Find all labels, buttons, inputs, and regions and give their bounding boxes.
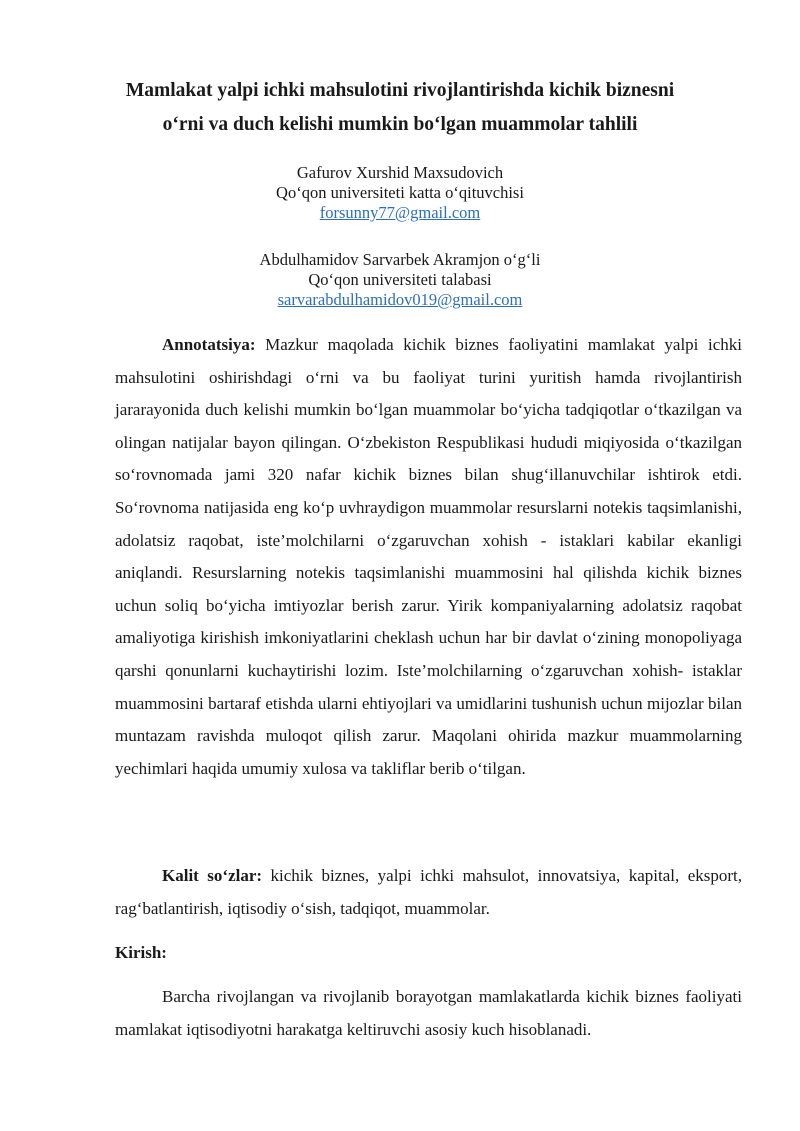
paper-title [100,74,700,142]
author-name: Abdulhamidov Sarvarbek Akramjon o‘g‘li [259,250,541,269]
abstract-text: Mazkur maqolada kichik biznes faoliyatini mamlakat yalpi ichki mahsulotini oshirishdagi o‘rni va bu faoliyat turini yuritish hamda rivojlantirish jararayonida duch kelishi mumkin bo‘lgan muammolar bo‘yicha tadqiqotlar o‘tkazilgan va olingan natijalar bayon qilingan. O‘zbekiston Respublikasi hududi miqiyosida o‘tkazilgan so‘rovnomada jami 320 nafar kichik biznes bilan shug‘illanuvchilar ishtirok etdi. So‘rovnoma natijasida eng ko‘p uvhraydigon muammolar resurslarni notekis taqsimlanishi, adolatsiz raqobat, iste’molchilarni o‘zgaruvchan xohish - istaklari kabilar ekanligi aniqlandi. Resurslarning notekis taqsimlanishi muammosini hal qilishda kichik biznes uchun soliq bo‘yicha imtiyozlar berish zarur. Yirik kompaniyalarning adolatsiz raqobat amaliyotiga kirishish imkoniyatlarini cheklash uchun har bir davlat o‘zining monopoliyaga qarshi qonunlarni kuchaytirishi lozim. Iste’molchilarning o‘zgaruvchan xohish- istaklar muammosini bartaraf etishda ularni ehtiyojlari va umidlarini tushunish uchun mijozlar bilan muntazam ravishda muloqot qilish zarur. Maqolani ohirida mazkur muammolarning yechimlari haqida umumiy xulosa va takliflar berib o‘tilgan. [115,335,742,778]
intro-paragraph: Barcha rivojlangan va rivojlanib borayotgan mamlakatlarda kichik biznes faoliyati mamlakat iqtisodiyotni harakatga keltiruvchi asosiy kuch hisoblanadi. [115,987,742,1039]
keywords-text: kichik biznes, yalpi ichki mahsulot, innovatsiya, kapital, eksport, rag‘batlantirish, iqtisodiy o‘sish, tadqiqot, muammolar. [115,866,742,918]
author-name: Gafurov Xurshid Maxsudovich [296,163,504,182]
author-affiliation: Qo‘qon universiteti talabasi [308,270,492,289]
abstract-paragraph [115,329,742,785]
keywords-paragraph [115,860,742,925]
keywords-label: Kalit so‘zlar: [162,866,263,885]
author-affiliation: Qo‘qon universiteti katta o‘qituvchisi [276,183,524,202]
title-line-1: Mamlakat yalpi ichki mahsulotini rivojlantirishda kichik biznesni [125,80,675,101]
abstract-label: Annotatsiya: [162,335,256,354]
title-line-2: o‘rni va duch kelishi mumkin bo‘lgan muammolar tahlili [162,114,638,135]
author-email-link[interactable]: sarvarabdulhamidov019@gmail.com [277,290,523,309]
author-email-link[interactable]: forsunny77@gmail.com [319,203,481,222]
author-block-2 [150,250,650,310]
author-block-1 [150,163,650,223]
section-heading-intro: Kirish: [115,943,167,962]
